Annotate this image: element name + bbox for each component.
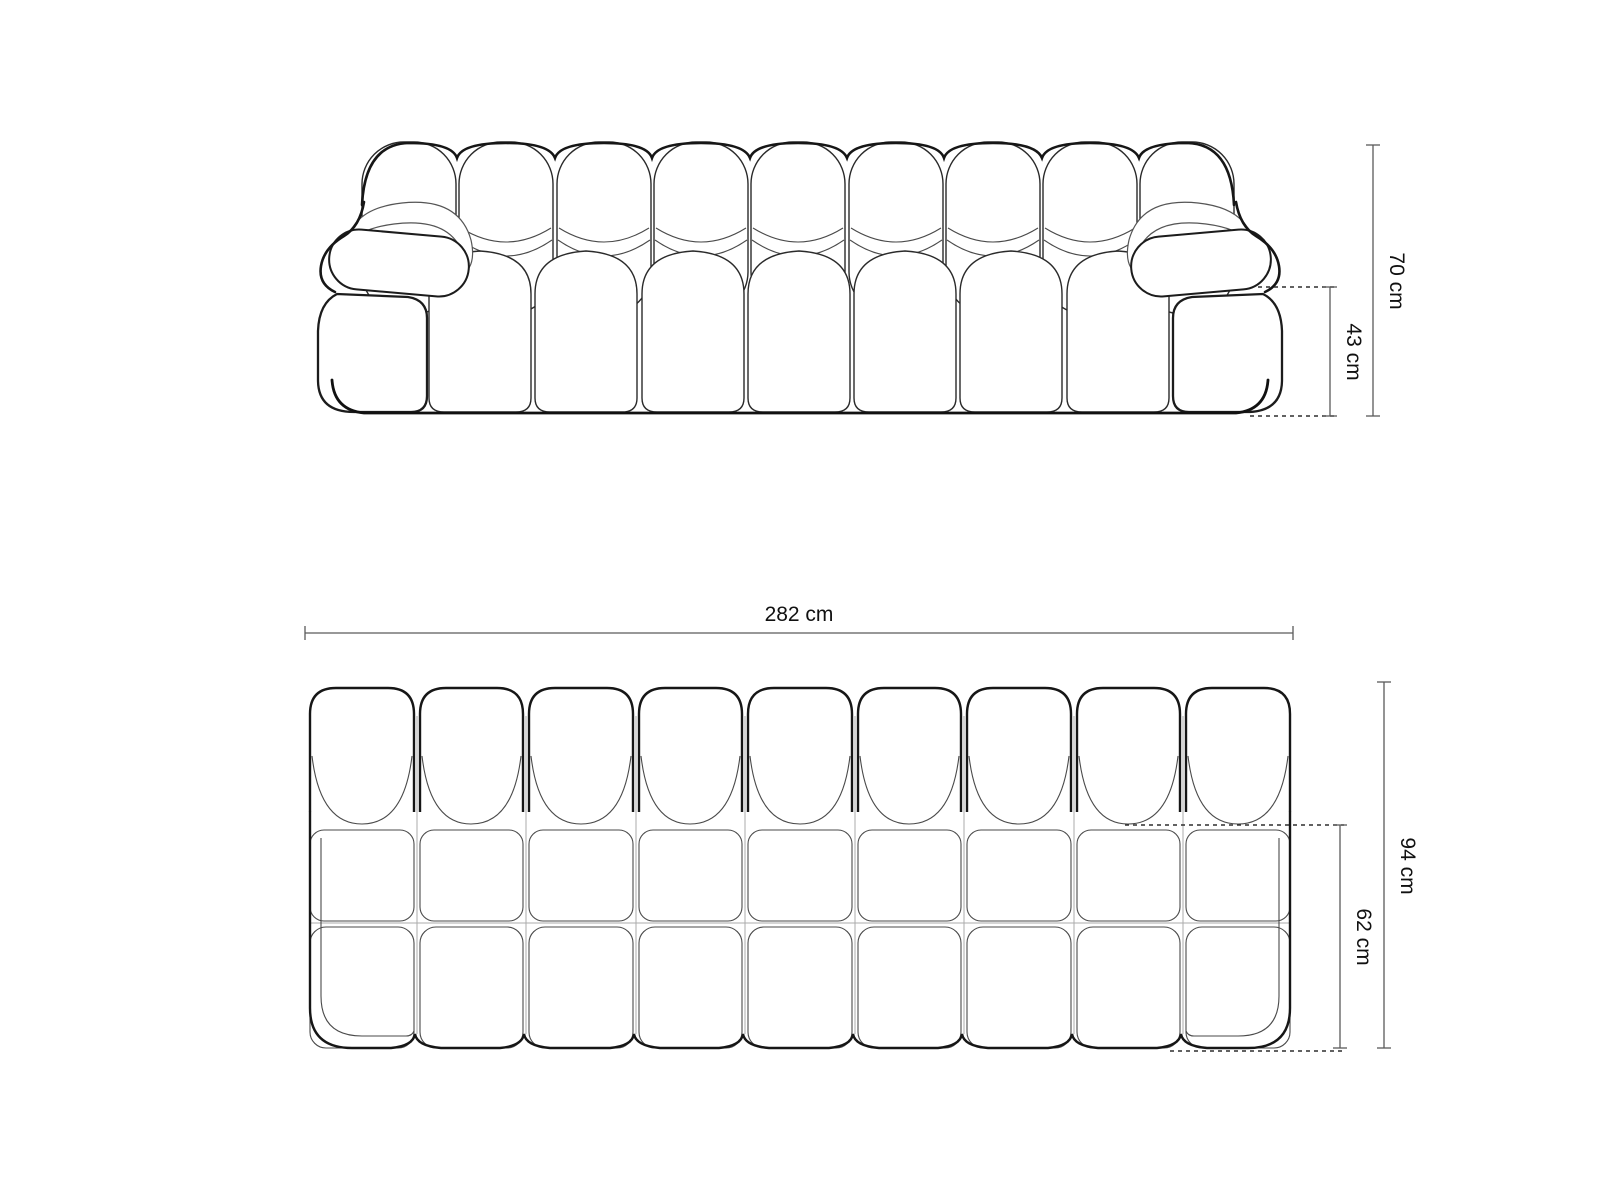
dimension-overall-height [1366, 145, 1408, 416]
front-seat-cushions [429, 251, 1169, 412]
seat-cushion [960, 251, 1062, 412]
overall-width-label: 282 cm [764, 603, 834, 626]
seat-cushion [535, 251, 637, 412]
seat-cushion [854, 251, 956, 412]
top-view-sofa [310, 688, 1290, 1048]
corner-module-inner-contour-right [1186, 838, 1279, 1036]
seat-cushion [642, 251, 744, 412]
seat-cushion [748, 251, 850, 412]
top-view-dividers [310, 716, 1290, 1034]
seat-height-label: 43 cm [1342, 323, 1365, 381]
dimension-overall-width [305, 603, 1293, 640]
overall-height-label: 70 cm [1385, 252, 1408, 310]
top-view-back-row-arcs [312, 756, 1288, 824]
corner-module-inner-contour [321, 838, 414, 1036]
dimension-overall-depth [1377, 682, 1419, 1048]
overall-depth-label: 94 cm [1396, 837, 1419, 895]
seat-depth-label: 62 cm [1352, 908, 1375, 966]
top-view-middle-row [310, 830, 1290, 921]
top-view-bottom-row [310, 927, 1290, 1048]
dimension-seat-height [1323, 287, 1365, 416]
armrest-top-pill [327, 227, 472, 299]
top-view-dimensions [305, 603, 1419, 1051]
top-view-back-row [310, 688, 1290, 812]
front-view-sofa [318, 142, 1282, 413]
top-view-outer-outline [310, 812, 1290, 1048]
dimension-seat-depth [1333, 825, 1375, 1048]
